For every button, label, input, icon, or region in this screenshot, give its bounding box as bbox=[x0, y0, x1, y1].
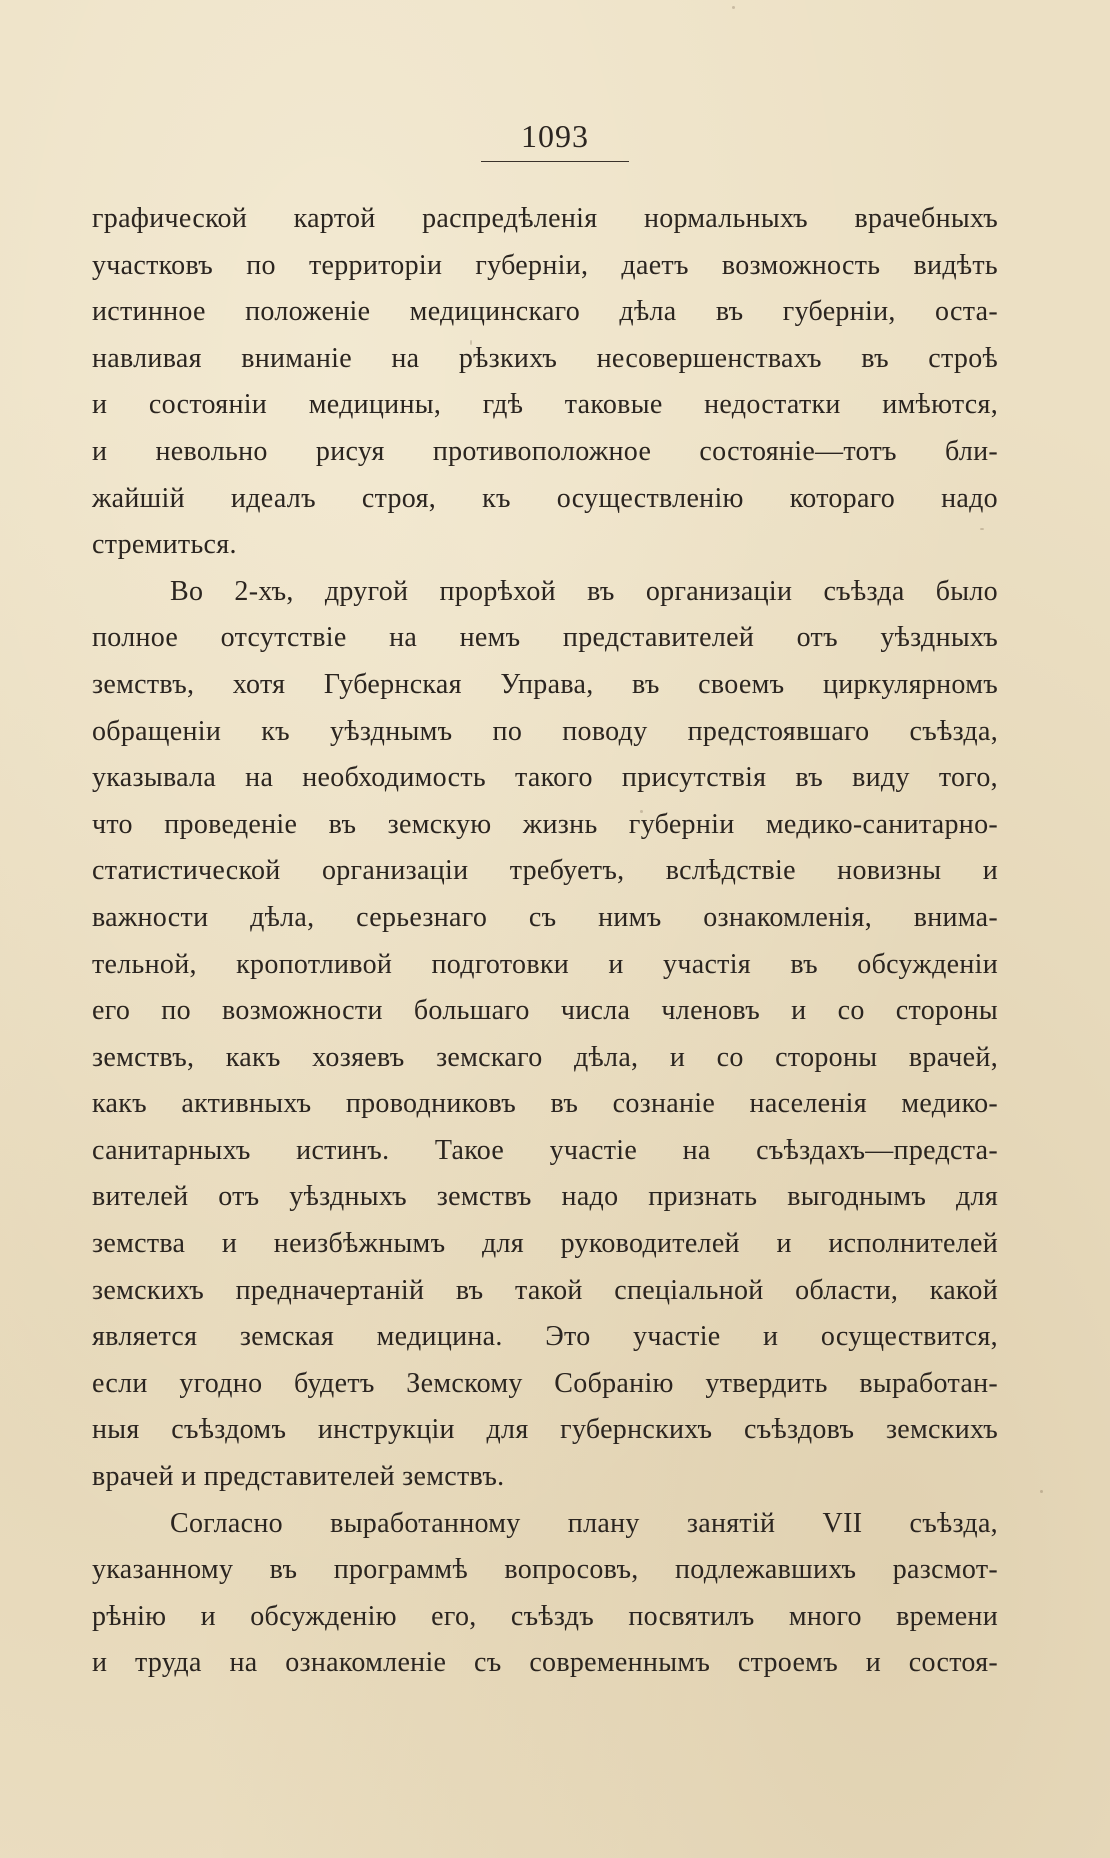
text-line: истинное положеніе медицинскаго дѣла въ губерніи, оста- bbox=[92, 296, 998, 328]
text-line: что проведеніе въ земскую жизнь губерніи медико-санитарно- bbox=[92, 808, 998, 840]
text-line: и труда на ознакомленіе съ современнымъ строемъ и состоя- bbox=[92, 1647, 998, 1679]
text-line: врачей и представителей земствъ. bbox=[92, 1461, 505, 1493]
text-line: и состояніи медицины, гдѣ таковые недостатки имѣются, bbox=[92, 389, 998, 421]
text-line: участковъ по территоріи губерніи, даетъ возможность видѣть bbox=[92, 249, 998, 281]
paragraph-3 bbox=[92, 1501, 998, 1687]
text-line: какъ активныхъ проводниковъ въ сознаніе населенія медико- bbox=[92, 1088, 998, 1120]
paragraph-1 bbox=[92, 196, 998, 569]
text-line: земствъ, какъ хозяевъ земскаго дѣла, и со стороны врачей, bbox=[92, 1041, 998, 1073]
text-line: навливая вниманіе на рѣзкихъ несовершенствахъ въ строѣ bbox=[92, 342, 998, 374]
text-line: Во 2-хъ, другой прорѣхой въ организаціи съѣзда было bbox=[170, 575, 998, 607]
text-line: указывала на необходимость такого присутствія въ виду того, bbox=[92, 762, 998, 794]
page-header bbox=[0, 118, 1110, 162]
paper-speck bbox=[732, 6, 735, 9]
text-line: Согласно выработанному плану занятій VII съѣзда, bbox=[170, 1507, 998, 1539]
text-line: тельной, кропотливой подготовки и участія въ обсужденіи bbox=[92, 948, 998, 980]
text-line: земскихъ предначертаній въ такой спеціальной области, какой bbox=[92, 1274, 998, 1306]
paper-speck bbox=[1040, 1490, 1043, 1493]
text-line: если угодно будетъ Земскому Собранію утвердить выработан- bbox=[92, 1367, 998, 1399]
text-line: статистической организаціи требуетъ, вслѣдствіе новизны и bbox=[92, 855, 998, 887]
page-number: 1093 bbox=[481, 118, 629, 162]
text-line: жайшій идеалъ строя, къ осуществленію котораго надо bbox=[92, 482, 998, 514]
paragraph-2 bbox=[92, 569, 998, 1501]
text-line: является земская медицина. Это участіе и осуществится, bbox=[92, 1321, 998, 1353]
text-line: графической картой распредѣленія нормальныхъ врачебныхъ bbox=[92, 203, 998, 234]
text-line: земствъ, хотя Губернская Управа, въ своемъ циркулярномъ bbox=[92, 668, 998, 700]
text-line: важности дѣла, серьезнаго съ нимъ ознакомленія, внима- bbox=[92, 901, 998, 933]
text-line: обращеніи къ уѣзднымъ по поводу предстоявшаго съѣзда, bbox=[92, 715, 998, 747]
text-line: стремиться. bbox=[92, 529, 237, 561]
text-line: вителей отъ уѣздныхъ земствъ надо признать выгоднымъ для bbox=[92, 1181, 998, 1213]
text-line: и невольно рисуя противоположное состояніе—тотъ бли- bbox=[92, 435, 998, 467]
text-line: санитарныхъ истинъ. Такое участіе на съѣздахъ—предста- bbox=[92, 1134, 998, 1166]
text-line: ныя съѣздомъ инструкціи для губернскихъ съѣздовъ земскихъ bbox=[92, 1414, 998, 1446]
text-line: земства и неизбѣжнымъ для руководителей и исполнителей bbox=[92, 1228, 998, 1260]
text-line: указанному въ программѣ вопросовъ, подлежавшихъ разсмот- bbox=[92, 1554, 998, 1586]
text-line: полное отсутствіе на немъ представителей отъ уѣздныхъ bbox=[92, 622, 998, 654]
body-text bbox=[92, 196, 998, 1687]
text-line: рѣнію и обсужденію его, съѣздъ посвятилъ много времени bbox=[92, 1600, 998, 1632]
text-line: его по возможности большаго числа членовъ и со стороны bbox=[92, 995, 998, 1027]
